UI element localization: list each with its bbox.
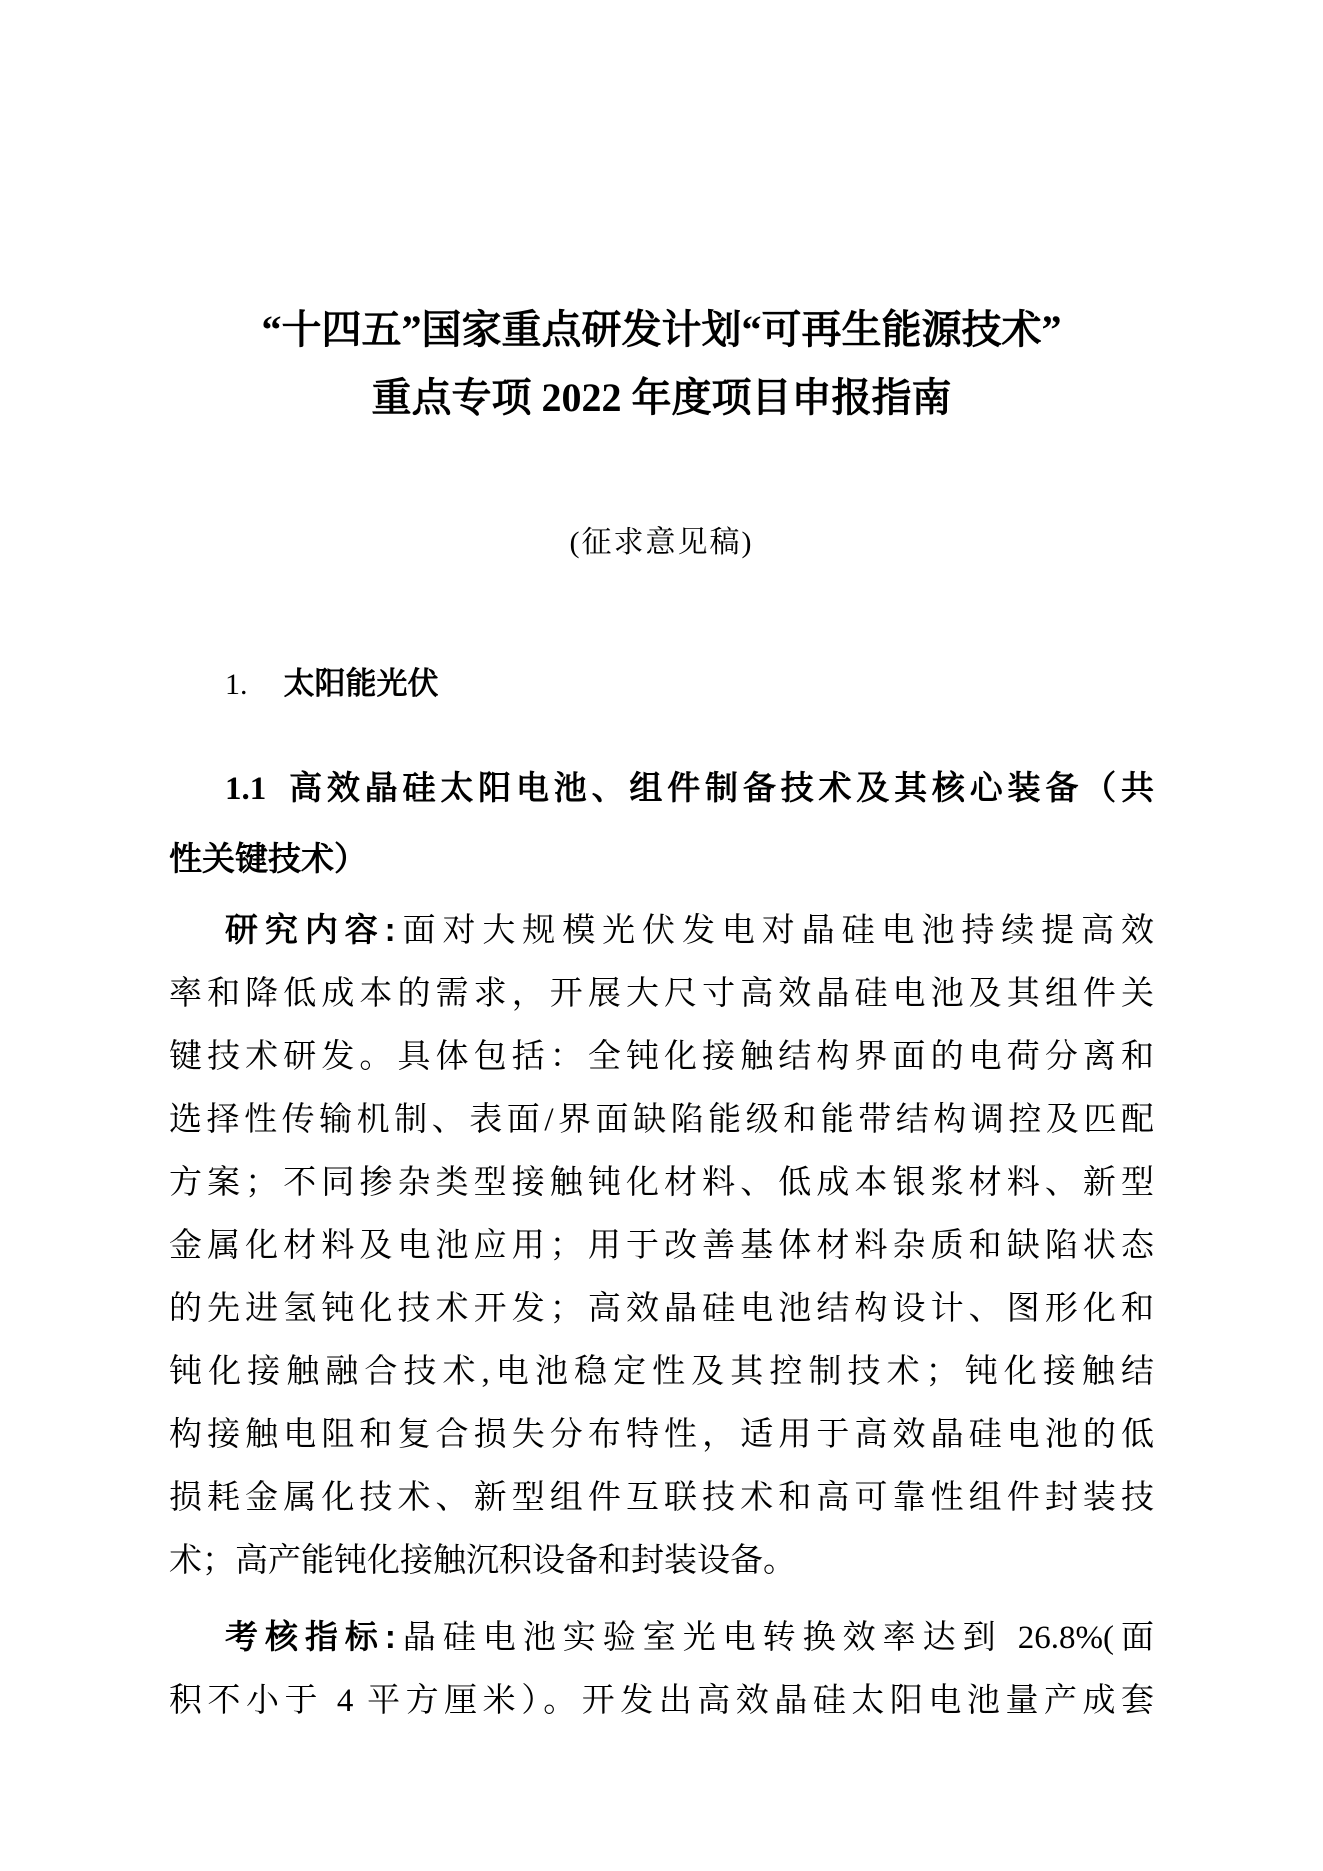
section-1-title: 太阳能光伏 bbox=[283, 666, 439, 701]
document-title bbox=[169, 296, 1154, 432]
research-line-3: 键技术研发。具体包括：全钝化接触结构界面的电荷分离和 bbox=[169, 1039, 1154, 1075]
research-line-1 bbox=[169, 898, 1154, 963]
research-line-8: 钝化接触融合技术,电池稳定性及其控制技术；钝化接触结 bbox=[169, 1354, 1154, 1390]
research-content-label: 研究内容: bbox=[225, 911, 396, 948]
assessment-metrics-paragraph bbox=[169, 1605, 1154, 1733]
research-line-5: 方案；不同掺杂类型接触钝化材料、低成本银浆材料、新型 bbox=[169, 1165, 1154, 1201]
document-title-line-1: “十四五”国家重点研发计划“可再生能源技术” bbox=[261, 307, 1062, 352]
research-line-7: 的先进氢钝化技术开发；高效晶硅电池结构设计、图形化和 bbox=[169, 1291, 1154, 1327]
research-line-9: 构接触电阻和复合损失分布特性，适用于高效晶硅电池的低 bbox=[169, 1417, 1154, 1453]
draft-note: (征求意见稿) bbox=[569, 526, 754, 559]
section-1-heading bbox=[169, 663, 1154, 706]
research-line-6: 金属化材料及电池应用；用于改善基体材料杂质和缺陷状态 bbox=[169, 1228, 1154, 1264]
section-1-1-title-part-1: 高效晶硅太阳电池、组件制备技术及其核心装备（共 bbox=[284, 769, 1154, 806]
section-1-1-heading-line-1 bbox=[169, 753, 1154, 824]
section-1-number: 1. bbox=[225, 668, 248, 701]
metrics-line-1-text: 晶硅电池实验室光电转换效率达到 26.8%(面 bbox=[395, 1620, 1154, 1656]
document-title-line-2: 重点专项 2022 年度项目申报指南 bbox=[371, 375, 952, 420]
research-line-10: 损耗金属化技术、新型组件互联技术和高可靠性组件封装技 bbox=[169, 1480, 1154, 1516]
research-line-4: 选择性传输机制、表面/界面缺陷能级和能带结构调控及匹配 bbox=[169, 1102, 1154, 1138]
metrics-line-1 bbox=[169, 1605, 1154, 1670]
section-1-1-number: 1.1 bbox=[225, 771, 267, 807]
assessment-metrics-label: 考核指标: bbox=[225, 1618, 396, 1655]
research-line-1-text: 面对大规模光伏发电对晶硅电池持续提高效 bbox=[395, 913, 1155, 949]
section-1-1-heading-line-2: 性关键技术） bbox=[169, 840, 367, 877]
research-line-11: 术；高产能钝化接触沉积设备和封装设备。 bbox=[169, 1543, 796, 1579]
metrics-line-2: 积不小于 4 平方厘米）。开发出高效晶硅太阳电池量产成套 bbox=[169, 1683, 1154, 1719]
research-content-paragraph bbox=[169, 898, 1154, 1593]
research-line-2: 率和降低成本的需求，开展大尺寸高效晶硅电池及其组件关 bbox=[169, 976, 1154, 1012]
section-1-1-heading bbox=[169, 753, 1154, 893]
